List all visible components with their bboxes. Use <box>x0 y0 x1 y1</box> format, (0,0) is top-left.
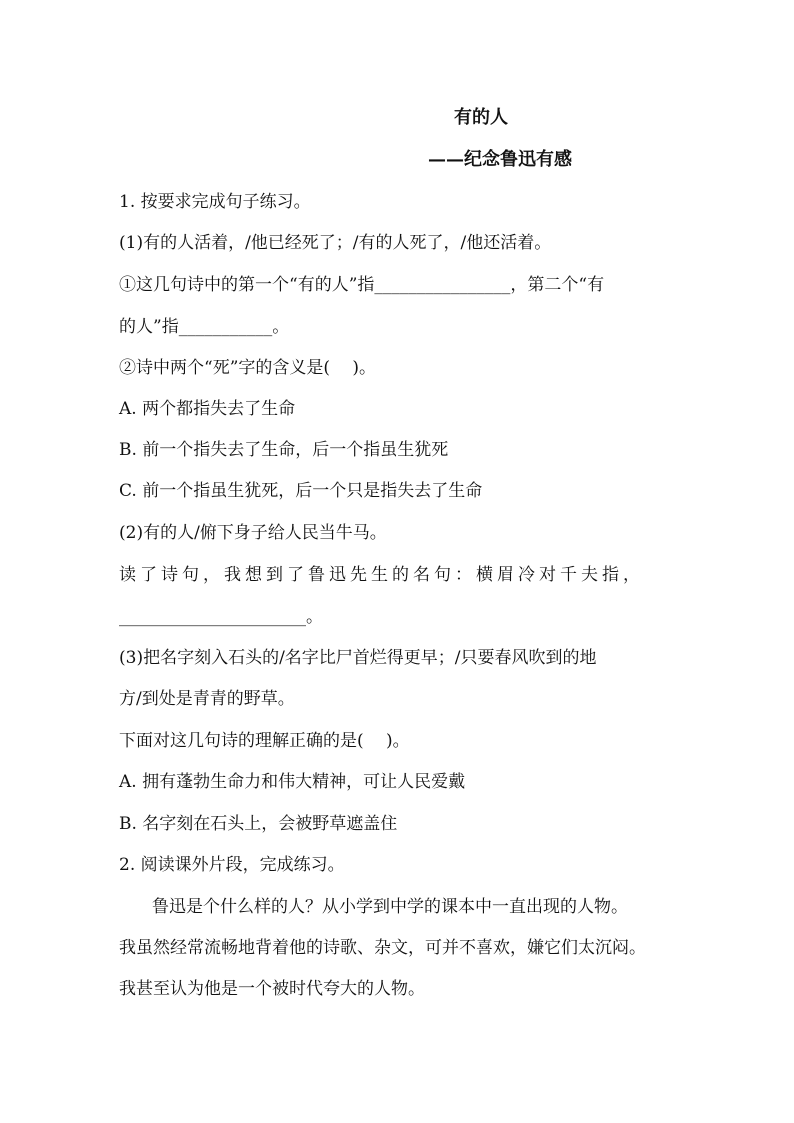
question-2-heading: 2. 阅读课外片段，完成练习。 <box>119 855 345 875</box>
question-1-3-poem-line-2: 方/到处是青青的野草。 <box>119 689 295 709</box>
passage-line-2: 我虽然经常流畅地背着他的诗歌、杂文，可并不喜欢，嫌它们太沉闷。 <box>119 938 646 958</box>
choice-a-2: A. 拥有蓬勃生命力和伟大精神，可让人民爱戴 <box>119 772 466 792</box>
question-1-1-poem: (1)有的人活着，/他已经死了；/有的人死了，/他还活着。 <box>119 233 552 253</box>
choice-b-2: B. 名字刻在石头上，会被野草遮盖住 <box>119 814 398 834</box>
question-1-3-poem-line-1: (3)把名字刻入石头的/名字比尸首烂得更早；/只要春风吹到的地 <box>119 648 597 668</box>
question-1-3-prompt: 下面对这几句诗的理解正确的是( )。 <box>119 731 410 751</box>
choice-c: C. 前一个指虽生犹死，后一个只是指失去了生命 <box>119 481 483 501</box>
choice-b: B. 前一个指失去了生命，后一个指虽生犹死 <box>119 440 449 460</box>
passage-line-1: 鲁迅是个什么样的人？从小学到中学的课本中一直出现的人物。 <box>152 897 628 917</box>
question-1-1-blank-line-2: 的人”指___________。 <box>119 317 290 337</box>
choice-a: A. 两个都指失去了生命 <box>119 399 296 419</box>
question-1-1-blank-line-1: ①这几句诗中的第一个“有的人”指________________，第二个“有 <box>119 275 605 295</box>
document-title: 有的人 <box>454 107 508 128</box>
question-1-heading: 1. 按要求完成句子练习。 <box>119 192 311 212</box>
question-1-2-blank: ______________________。 <box>119 607 323 627</box>
document-subtitle: ——纪念鲁迅有感 <box>428 149 572 170</box>
question-1-2-poem: (2)有的人/俯下身子给人民当牛马。 <box>119 523 387 543</box>
passage-line-3: 我甚至认为他是一个被时代夸大的人物。 <box>119 979 425 999</box>
question-1-1-choice-prompt: ②诗中两个“死”字的含义是( )。 <box>119 358 377 378</box>
question-1-2-prompt: 读了诗句，我想到了鲁迅先生的名句：横眉冷对千夫指， <box>119 565 644 585</box>
